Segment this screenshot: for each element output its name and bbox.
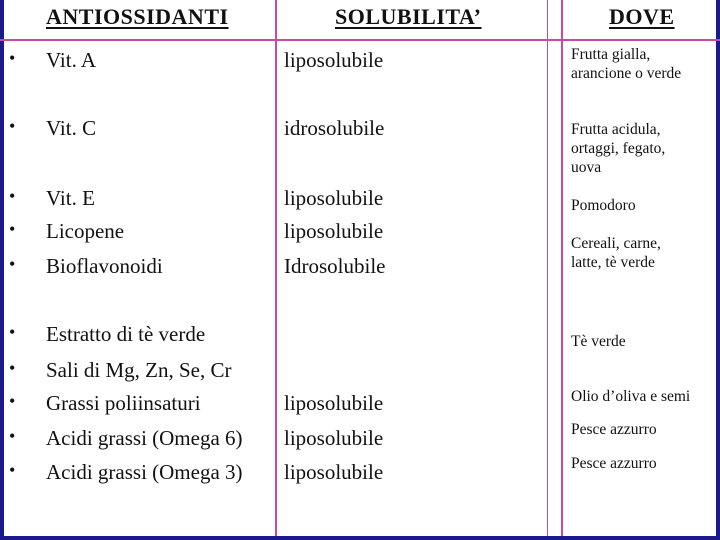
header-antioxidants: ANTIOSSIDANTI (46, 4, 229, 29)
right-border (716, 0, 720, 540)
bullet: • (9, 186, 16, 206)
antioxidant-name: Acidi grassi (Omega 3) (46, 460, 243, 484)
source-text: Frutta acidula, ortaggi, fegato, uova (571, 121, 666, 176)
source-text: Olio d’oliva e semi (571, 388, 691, 405)
source-text: Pesce azzurro (571, 421, 657, 438)
source-text: Tè verde (571, 333, 626, 350)
antioxidant-name: Sali di Mg, Zn, Se, Cr (46, 358, 232, 382)
bottom-border (0, 536, 720, 540)
antioxidant-name: Vit. C (46, 116, 97, 140)
antioxidant-name: Acidi grassi (Omega 6) (46, 426, 243, 450)
bullet: • (9, 322, 16, 342)
solubility-value: liposolubile (284, 426, 384, 450)
bullet: • (9, 116, 16, 136)
left-border (0, 0, 4, 540)
solubility-value: liposolubile (284, 219, 384, 243)
antioxidant-name: Estratto di tè verde (46, 322, 206, 346)
bullet: • (9, 426, 16, 446)
bullet: • (9, 48, 16, 68)
header-where: DOVE (609, 4, 675, 29)
bullet: • (9, 254, 16, 274)
source-text: Cereali, carne, latte, tè verde (571, 235, 661, 271)
bullet: • (9, 219, 16, 239)
bullet: • (9, 391, 16, 411)
source-text: Pomodoro (571, 197, 636, 214)
antioxidant-name: Vit. A (46, 48, 97, 72)
column-divider-1 (275, 0, 277, 536)
column-divider-2a (547, 0, 548, 536)
source-text: Frutta gialla, arancione o verde (571, 46, 682, 82)
column-divider-2b (561, 0, 563, 536)
header-divider (0, 39, 720, 41)
solubility-value: idrosolubile (284, 116, 385, 140)
solubility-value: liposolubile (284, 186, 384, 210)
solubility-value: liposolubile (284, 460, 384, 484)
antioxidant-name: Bioflavonoidi (46, 254, 163, 278)
solubility-value: liposolubile (284, 48, 384, 72)
bullet: • (9, 358, 16, 378)
solubility-value: Idrosolubile (284, 254, 386, 278)
solubility-value: liposolubile (284, 391, 384, 415)
antioxidant-name: Licopene (46, 219, 125, 243)
source-text: Pesce azzurro (571, 455, 657, 472)
antioxidant-name: Vit. E (46, 186, 95, 210)
bullet: • (9, 460, 16, 480)
antioxidant-name: Grassi poliinsaturi (46, 391, 201, 415)
header-solubility: SOLUBILITA’ (335, 4, 482, 29)
